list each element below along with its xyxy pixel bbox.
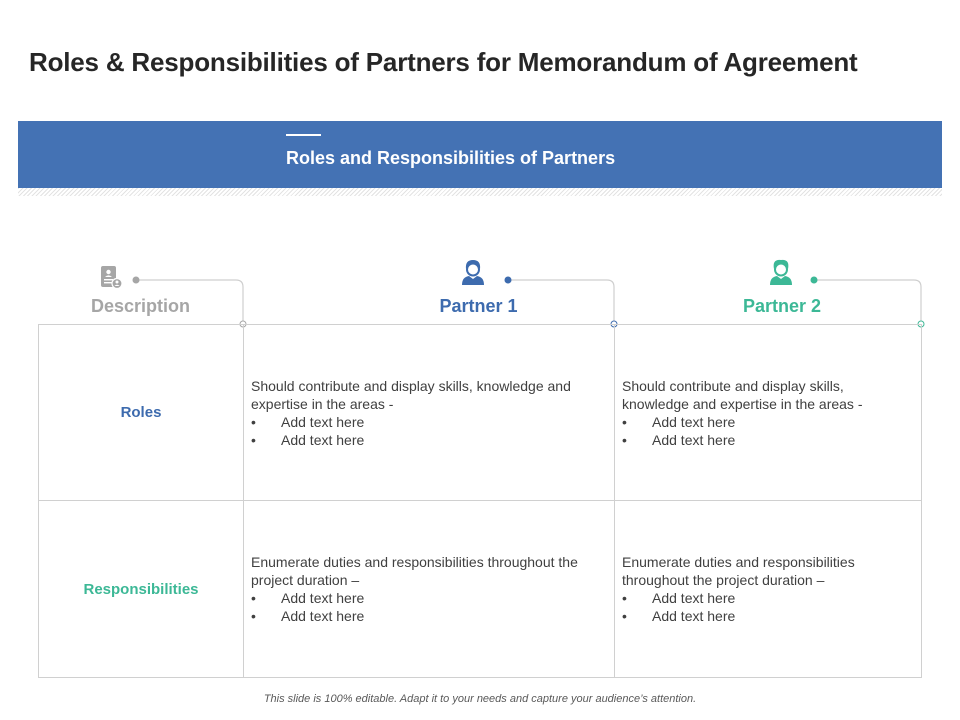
table-row [39,501,922,678]
cell-intro: Enumerate duties and responsibilities throughout the project duration – [251,554,578,588]
row-label-responsibilities: Responsibilities [39,501,244,678]
bullet-item: • Add text here [251,607,606,625]
bullet-item: • Add text here [622,589,913,607]
bullet-item: • Add text here [251,431,606,449]
bullet-item: • Add text here [622,607,913,625]
cell-responsibilities-partner2 [615,501,922,678]
row-label-roles: Roles [39,325,244,501]
column-header-description: Description [90,296,191,316]
responsibility-table [38,324,922,678]
document-user-icon [99,265,123,291]
bullet-list [622,589,913,625]
bullet-item: • Add text here [622,413,913,431]
cell-responsibilities-partner1 [244,501,615,678]
cell-intro: Should contribute and display skills, knowledge and expertise in the areas - [622,377,863,412]
footer-note: This slide is 100% editable. Adapt it to your needs and capture your audience’s attention. [263,693,697,705]
bullet-item: • Add text here [251,589,606,607]
cell-intro: Enumerate duties and responsibilities throughout the project duration – [622,554,855,588]
bullet-list [251,413,606,449]
person-icon [460,258,486,286]
connector-dot-description [133,277,140,284]
table-row [39,325,922,501]
connector-dot-partner2 [811,277,818,284]
column-header-partner1: Partner 1 [439,296,518,316]
cell-intro: Should contribute and display skills, knowledge and expertise in the areas - [251,377,571,412]
bullet-item: • Add text here [251,413,606,431]
cell-roles-partner2 [615,325,922,501]
person-icon [768,258,794,286]
bullet-item: • Add text here [622,431,913,449]
connector-dot-partner1 [505,277,512,284]
bullet-list [622,413,913,449]
page-title: Roles & Responsibilities of Partners for Memorandum of Agreement [29,47,858,77]
banner-title: Roles and Responsibilities of Partners [286,148,616,168]
bullet-list [251,589,606,625]
column-header-partner2: Partner 2 [742,296,822,316]
cell-roles-partner1 [244,325,615,501]
